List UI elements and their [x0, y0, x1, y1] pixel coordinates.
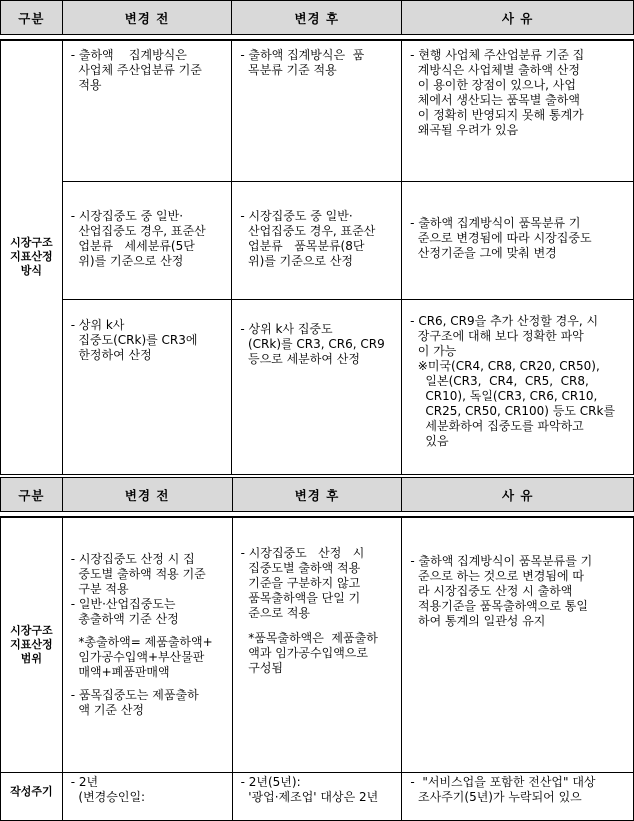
text-line: - CR6, CR9을 추가 산정할 경우, 시: [410, 313, 599, 328]
after-cell: [232, 181, 402, 299]
text-line: 액과 임가공수입액으로: [240, 646, 368, 660]
category-line: 시장구조: [10, 236, 53, 250]
text-line: - 시장집중도 산정 시: [240, 546, 365, 560]
category-cell: 작성주기: [1, 772, 63, 820]
text-line: (CRk)를 CR3, CR6, CR9: [240, 336, 385, 351]
reason-cell: [402, 181, 634, 299]
reason-cell: [402, 40, 634, 181]
category-cell: [1, 517, 63, 772]
header-category: 구분: [1, 1, 63, 35]
before-cell: [62, 299, 232, 474]
text-line: 체에서 생산되는 품목별 출하액: [410, 93, 580, 107]
text-line: 집중도(CRk)를 CR3에: [70, 332, 198, 347]
text-line: - 2년: [70, 774, 99, 789]
text-line: CR10), 독일(CR3, CR6, CR10,: [410, 388, 598, 403]
text-line: 조사주기(5년)가 누락되어 있으: [410, 789, 582, 804]
text-line: 기준을 구분하지 않고: [240, 576, 361, 590]
text-line: - 일반·산업집중도는: [70, 597, 176, 611]
before-cell: [62, 40, 232, 181]
text-line: 하여 통계의 일관성 유지: [410, 614, 546, 628]
text-line: *품목출하액은 제품출하: [240, 631, 378, 645]
text-line: 계방식은 사업체별 출하액 산정: [410, 63, 580, 77]
text-line: ※미국(CR4, CR8, CR20, CR50),: [410, 358, 600, 373]
text-line: - 출하액 집계방식이 품목분류 기: [410, 215, 581, 230]
category-line: 지표산정: [10, 637, 53, 651]
text-line: 중도별 출하액 적용 기준: [70, 567, 206, 581]
text-line: 이 정확히 반영되지 못해 통계가: [410, 108, 584, 122]
text-line: 품목출하액을 단일 기: [240, 591, 361, 605]
text-line: 적용기준을 품목출하액으로 통일: [410, 599, 588, 613]
reason-cell: [402, 772, 634, 820]
table-row: [1, 772, 634, 820]
text-line: [71, 680, 224, 688]
text-line: 업분류 세세분류(5단: [70, 238, 195, 253]
text-line: 장구조에 대해 보다 정확한 파악: [410, 328, 584, 343]
category-cell: [1, 40, 63, 474]
table-row: [1, 517, 634, 772]
table-header-row: [1, 1, 634, 35]
text-line: 매액+폐품판매액: [70, 665, 170, 679]
text-line: - 출하액 집계방식은: [70, 48, 187, 62]
table-header-row: [1, 478, 634, 512]
text-line: 산정기준을 그에 맞춰 변경: [410, 245, 557, 260]
category-line: 지표산정: [10, 250, 53, 264]
text-line: [71, 627, 224, 635]
text-line: 위)를 기준으로 산정: [70, 253, 184, 268]
text-line: 왜곡될 우려가 있음: [410, 123, 519, 137]
text-line: - 상위 k사: [70, 317, 125, 332]
text-line: 업분류 품목분류(8단: [240, 238, 365, 253]
text-line: 라 시장집중도 산정 시 출하액: [410, 584, 573, 598]
text-line: 목분류 기준 적용: [240, 63, 337, 77]
text-line: 한정하여 산정: [70, 347, 152, 362]
text-line: 임가공수입액+부산물판: [70, 650, 205, 664]
comparison-table-scope: [0, 477, 634, 821]
text-line: 이 가능: [410, 343, 457, 358]
text-line: - 시장집중도 산정 시 집: [70, 552, 195, 566]
reason-cell: [402, 299, 634, 474]
text-line: - 출하액 집계방식은 품: [240, 48, 365, 62]
text-line: 총출하액 기준 산정: [70, 612, 179, 626]
text-line: *총출하액= 제품출하액+: [70, 635, 213, 649]
text-line: - 품목집중도는 제품출하: [70, 688, 199, 702]
text-line: (변경승인일:: [70, 789, 146, 804]
text-line: - 2년(5년):: [240, 774, 301, 789]
text-line: 일본(CR3, CR4, CR5, CR8,: [410, 373, 589, 388]
header-reason: 사 유: [402, 1, 634, 35]
text-line: 구분 적용: [70, 582, 129, 596]
text-line: 산업집중도 경우, 표준산: [240, 223, 376, 238]
category-line: 범위: [20, 651, 43, 665]
text-line: - 시장집중도 중 일반·: [70, 208, 184, 223]
before-cell: [62, 517, 232, 772]
text-line: - 시장집중도 중 일반·: [240, 208, 353, 223]
text-line: 구성됨: [240, 661, 284, 675]
before-cell: [62, 181, 232, 299]
table-row: [1, 181, 634, 299]
reason-cell: [402, 517, 634, 772]
text-line: 집중도별 출하액 적용: [240, 561, 361, 575]
text-line: 준으로 하는 것으로 변경됨에 따: [410, 569, 584, 583]
text-line: - 현행 사업체 주산업분류 기준 집: [410, 48, 585, 62]
text-line: 적용: [70, 78, 102, 92]
table-row: [1, 40, 634, 181]
header-before: 변경 전: [62, 478, 232, 512]
text-line: 있음: [410, 433, 449, 448]
header-category: 구분: [1, 478, 63, 512]
text-line: 사업체 주산업분류 기준: [70, 63, 202, 77]
text-line: 등으로 세분하여 산정: [240, 351, 360, 366]
header-after: 변경 후: [232, 478, 402, 512]
header-before: 변경 전: [62, 1, 232, 35]
text-line: '광업·제조업' 대상은 2년: [240, 789, 379, 804]
after-cell: [232, 299, 402, 474]
before-cell: [62, 772, 232, 820]
category-line: 방식: [20, 264, 42, 278]
text-line: - "서비스업을 포함한 전산업" 대상: [410, 774, 596, 789]
after-cell: [232, 772, 402, 820]
table-row: [1, 299, 634, 474]
text-line: 준으로 변경됨에 따라 시장집중도: [410, 230, 592, 245]
text-line: [241, 621, 394, 631]
after-cell: [232, 517, 402, 772]
text-line: - 출하액 집계방식이 품목분류를 기: [410, 554, 593, 568]
text-line: 세분화하여 집중도를 파악하고: [410, 418, 584, 433]
category-line: 시장구조: [10, 623, 53, 637]
text-line: 액 기준 산정: [70, 703, 144, 717]
text-line: 이 용이한 장점이 있으나, 사업: [410, 78, 576, 92]
text-line: 위)를 기준으로 산정: [240, 253, 354, 268]
after-cell: [232, 40, 402, 181]
text-line: - 상위 k사 집중도: [240, 321, 333, 336]
header-reason: 사 유: [402, 478, 634, 512]
header-after: 변경 후: [232, 1, 402, 35]
text-line: 산업집중도 경우, 표준산: [70, 223, 206, 238]
text-line: 준으로 적용: [240, 606, 311, 620]
text-line: CR25, CR50, CR100) 등도 CRk를: [410, 403, 616, 418]
